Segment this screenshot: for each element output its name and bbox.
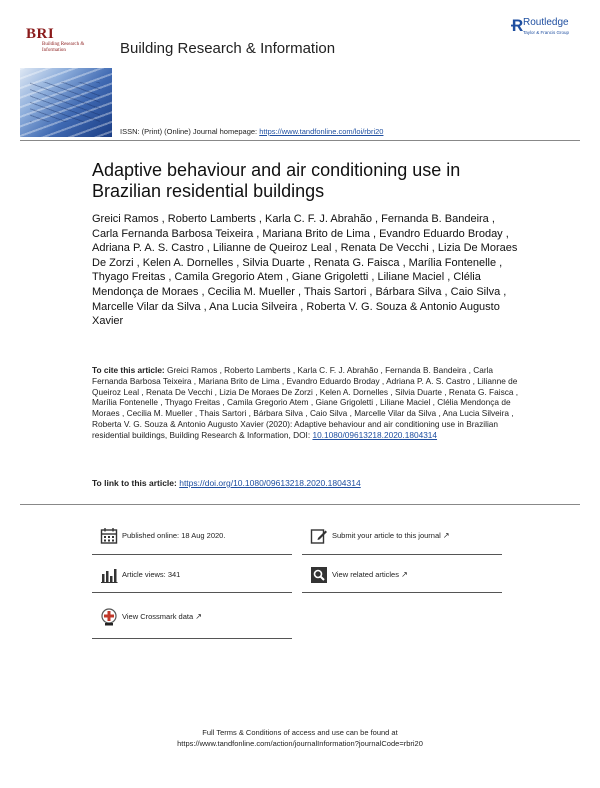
article-title: Adaptive behaviour and air conditioning use in Brazilian residential buildings: [92, 160, 461, 201]
cover-subtitle: Building Research & Information: [42, 42, 85, 53]
publisher-name: Routledge: [523, 17, 569, 28]
footer-terms-link[interactable]: https://www.tandfonline.com/action/journalInformation?journalCode=rbri20: [177, 739, 423, 748]
article-authors: Greici Ramos , Roberto Lamberts , Karla C. F. J. Abrahão , Fernanda B. Bandeira , Carla Fernanda Barbosa Teixeira , Mariana Brito de Lima , Evandro Eduardo Broday , Adriana P. A. S. Castro , Lilianne de Queiroz Leal , Renata De Vecchi , Lizia De Moraes De Zorzi , Kelen A. Dornelles , Silvia Duarte , Renata G. Faisca , Marília Fontenelle , Thyago Freitas , Camila Gregorio Atem , Giane Grigoletti , Liliane Maciel , Clélia Mendonça de Moraes , Cecilia M. Mueller , Thais Sartori , Bárbara Silva , Caio Silva , Marcelle Vilar da Silva , Ana Lucia Silveira , Roberta V. G. Souza & Antonio Augusto Xavier: [92, 213, 518, 328]
footer: [0, 727, 600, 749]
crossmark-icon: [100, 608, 118, 626]
info-divider: [20, 504, 580, 505]
bar-chart-icon: [100, 566, 118, 584]
article-link-line: [92, 478, 361, 488]
external-link-icon: ↗: [195, 612, 202, 621]
header-divider: [20, 140, 580, 141]
cite-label: To cite this article:: [92, 365, 165, 375]
box-underline: [302, 592, 502, 593]
external-link-icon: ↗: [442, 531, 450, 540]
crossmark-text[interactable]: View Crossmark data: [122, 612, 194, 621]
edit-icon: [310, 527, 328, 545]
journal-cover: [20, 20, 112, 137]
article-doi-link[interactable]: https://doi.org/10.1080/09613218.2020.1804314: [179, 478, 361, 488]
routledge-r-icon: Ɍ: [511, 16, 524, 35]
search-document-icon: [310, 566, 328, 584]
submit-article-text[interactable]: Submit your article to this journal: [332, 531, 441, 540]
submit-article-label[interactable]: [332, 531, 450, 540]
journal-homepage-link[interactable]: https://www.tandfonline.com/loi/rbri20: [259, 127, 384, 136]
published-online-label: Published online: 18 Aug 2020.: [122, 531, 226, 540]
cite-doi-link[interactable]: 10.1080/09613218.2020.1804314: [312, 429, 438, 440]
box-underline: [92, 554, 292, 555]
related-articles-label[interactable]: [332, 570, 408, 579]
cite-text: Greici Ramos , Roberto Lamberts , Karla C. F. J. Abrahão , Fernanda B. Bandeira , Carla Fernanda Barbosa Teixeira , Mariana Brito de Lima , Evandro Eduardo Broday , Adriana P. A. S. Castro , Lilianne de Queiroz Leal , Renata De Vecchi , Lizia De Moraes De Zorzi , Kelen A. Dornelles , Silvia Duarte , Renata G. Faisca , Marília Fontenelle , Thyago Freitas , Camila Gregorio Atem , Giane Grigoletti , Liliane Maciel , Clélia Mendonça de Moraes , Cecilia M. Mueller , Thais Sartori , Bárbara Silva , Caio Silva , Marcelle Vilar da Silva , Ana Lucia Silveira , Roberta V. G. Souza & Antonio Augusto Xavier (2020): Adaptive behaviour and air conditioning use in Brazilian residential buildings, Building Research & Information, DOI:: [92, 365, 519, 440]
box-underline: [302, 554, 502, 555]
issn-text: ISSN: (Print) (Online) Journal homepage:: [120, 127, 260, 136]
cover-logo: BRI: [26, 26, 55, 42]
cover-artwork: [20, 68, 112, 137]
publisher-tagline: Taylor & Francis Group: [523, 30, 570, 35]
related-articles-text[interactable]: View related articles: [332, 570, 399, 579]
box-underline: [92, 592, 292, 593]
calendar-icon: [100, 527, 118, 545]
external-link-icon: ↗: [401, 570, 408, 579]
footer-line-1: Full Terms & Conditions of access and use can be found at: [202, 728, 398, 737]
box-underline: [92, 638, 292, 639]
link-label: To link to this article:: [92, 478, 180, 488]
citation-block: [92, 365, 522, 441]
journal-title: Building Research & Information: [120, 40, 336, 57]
crossmark-label[interactable]: [122, 612, 202, 621]
issn-line: [120, 127, 383, 136]
article-views-label: Article views: 341: [122, 570, 181, 579]
